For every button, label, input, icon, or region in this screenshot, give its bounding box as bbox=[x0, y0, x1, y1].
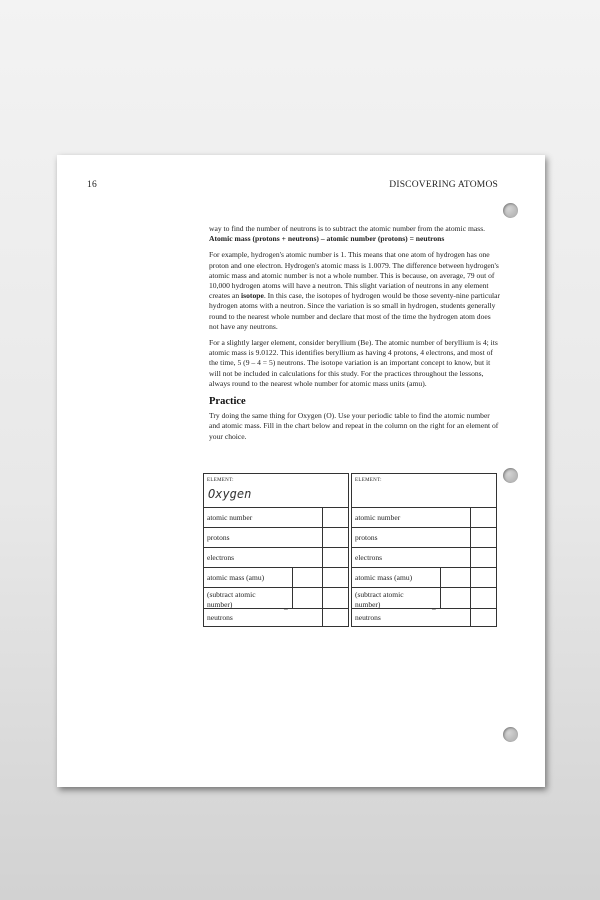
answer-cell-subtract[interactable] bbox=[441, 588, 470, 608]
element-table-left bbox=[203, 473, 349, 627]
row-subtract: (subtract atomic number) – bbox=[352, 587, 496, 608]
document-page bbox=[57, 155, 545, 787]
row-electrons: electrons bbox=[204, 547, 348, 567]
paragraph-beryllium: For a slightly larger element, consider beryllium (Be). The atomic number of beryllium is 4; its atomic mass is 9.0122. This identifies beryllium as having 4 protons, 4 electrons, and most of the time, 5 (9 – 4 = 5) neutrons. The isotope variation is an important concept to know, but it will not be included in calculations for this study. For the practices throughout the lessons, always round to the nearest whole number for atomic mass units (amu). bbox=[209, 338, 498, 388]
answer-cell-atomic-number[interactable] bbox=[323, 508, 348, 527]
answer-cell-electrons[interactable] bbox=[471, 548, 496, 567]
practice-instructions: Try doing the same thing for Oxygen (O). Use your periodic table to find the atomic number and atomic mass. Fill in the chart below and repeat in the column on the right for an element of your choice. bbox=[209, 411, 499, 441]
element-label: ELEMENT: bbox=[207, 478, 234, 483]
answer-cell-neutrons[interactable] bbox=[323, 609, 348, 627]
handwritten-element[interactable]: Oxygen bbox=[208, 487, 252, 501]
minus-sign: – bbox=[284, 604, 288, 613]
answer-cell-protons[interactable] bbox=[323, 528, 348, 547]
binder-hole-bottom bbox=[503, 727, 518, 742]
answer-cell-atomic-mass[interactable] bbox=[293, 568, 322, 587]
row-neutrons: neutrons bbox=[352, 608, 496, 627]
neutron-formula: Atomic mass (protons + neutrons) – atomic number (protons) = neutrons bbox=[209, 234, 445, 244]
binder-hole-middle bbox=[503, 468, 518, 483]
row-atomic-mass: atomic mass (amu) bbox=[352, 567, 496, 587]
answer-cell-electrons[interactable] bbox=[323, 548, 348, 567]
binder-hole-top bbox=[503, 203, 518, 218]
row-subtract: (subtract atomic number) – bbox=[204, 587, 348, 608]
paragraph-neutrons: way to find the number of neutrons is to subtract the atomic number from the atomic mass. Atomic mass (protons + neutrons) – atomic number (protons) = neutrons bbox=[209, 224, 486, 244]
page-header bbox=[87, 180, 498, 190]
row-electrons: electrons bbox=[352, 547, 496, 567]
row-neutrons: neutrons bbox=[204, 608, 348, 627]
page-number: 16 bbox=[87, 180, 97, 190]
answer-cell-atomic-mass[interactable] bbox=[441, 568, 470, 587]
row-atomic-number: atomic number bbox=[352, 507, 496, 527]
answer-cell-subtract[interactable] bbox=[293, 588, 322, 608]
answer-cell-protons[interactable] bbox=[471, 528, 496, 547]
paragraph-hydrogen: For example, hydrogen's atomic number is 1. This means that one atom of hydrogen has one proton and one electron. Hydrogen's atomic mass is 1.0079. The difference between hydrogen's atomic mass and atomic number is not a whole number. This is because, on average, 79 out of 10,000 hydrogen atoms will have a neutron. This slight variation of neutrons in any element creates an isotope. In this case, the isotopes of hydrogen would be those seventy-nine particular hydrogen atoms with a neutron. Since the variation is so small in hydrogen, students generally round to the nearest whole number and declare that most of the time the hydrogen atom does not have any neutrons. bbox=[209, 250, 501, 331]
practice-heading: Practice bbox=[209, 396, 246, 408]
row-protons: protons bbox=[352, 527, 496, 547]
element-input-right[interactable] bbox=[352, 474, 496, 507]
element-label: ELEMENT: bbox=[355, 478, 382, 483]
answer-cell-neutrons[interactable] bbox=[471, 609, 496, 627]
row-protons: protons bbox=[204, 527, 348, 547]
book-title: DISCOVERING ATOMOS bbox=[389, 180, 498, 190]
minus-sign: – bbox=[432, 604, 436, 613]
element-table-right bbox=[351, 473, 497, 627]
isotope-term: isotope bbox=[241, 291, 264, 301]
answer-cell-atomic-number[interactable] bbox=[471, 508, 496, 527]
row-atomic-number: atomic number bbox=[204, 507, 348, 527]
row-atomic-mass: atomic mass (amu) bbox=[204, 567, 348, 587]
body-text bbox=[209, 224, 502, 448]
practice-chart bbox=[203, 473, 497, 627]
